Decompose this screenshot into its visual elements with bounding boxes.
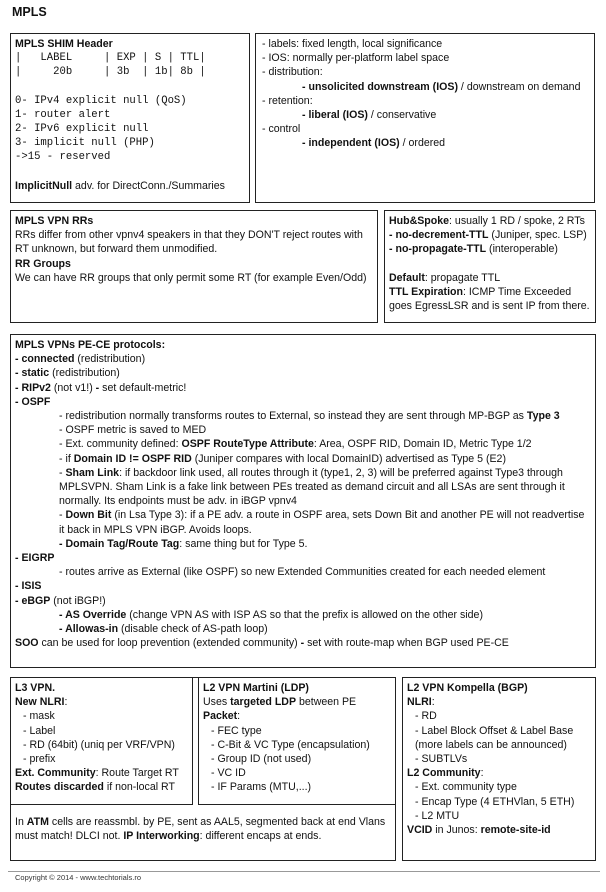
labels-line: - control <box>262 123 301 136</box>
ebgp-item: - AS Override (change VPN AS with ISP AS so that the prefix is allowed on the other side) <box>59 608 483 621</box>
labels-line: - labels: fixed length, local significance <box>262 38 443 50</box>
pe-ce-line: - ISIS <box>15 580 42 593</box>
rr-groups-heading: RR Groups <box>15 257 71 270</box>
nlri-item: - Label <box>23 724 56 737</box>
labels-line: - independent (IOS) / ordered <box>302 137 446 150</box>
rr-groups-paragraph: We can have RR groups that only permit some RT (for example Even/Odd) <box>15 271 367 284</box>
packet-item: - VC ID <box>211 767 246 780</box>
ttl-option: - no-propagate-TTL (interoperable) <box>389 243 558 256</box>
l3vpn-heading: L3 VPN. <box>15 682 56 694</box>
nlri-item: - RD (64bit) (uniq per VRF/VPN) <box>23 738 175 751</box>
martini-packet: Packet: <box>203 710 241 723</box>
ospf-item: - Sham Link: if backdoor link used, all routes through it (type1, 2, 3) will be preferred against Type3 through MPLSVPN. Sham Link is a fake link between PEs treated as demand circuit and all LSAs are sent through it normally. Its endpoints must be adv. in iBGP vpnv4 <box>59 466 565 508</box>
kompella-community-item: - Encap Type (4 ETHVlan, 5 ETH) <box>415 795 575 808</box>
shim-heading: MPLS SHIM Header <box>15 38 113 50</box>
l3vpn-box <box>10 677 193 805</box>
pe-ce-line: - eBGP (not iBGP!) <box>15 594 106 607</box>
labels-line: - liberal (IOS) / conservative <box>302 109 437 122</box>
kompella-heading: L2 VPN Kompella (BGP) <box>407 682 528 694</box>
nlri-item: - prefix <box>23 753 56 766</box>
pe-ce-line: - RIPv2 (not v1!) - set default-metric! <box>15 381 187 394</box>
kompella-nlri: NLRI: <box>407 696 435 709</box>
implicit-null-note: ImplicitNull adv. for DirectConn./Summaries <box>15 179 225 192</box>
labels-line: - unsolicited downstream (IOS) / downstream on demand <box>302 80 581 93</box>
eigrp-item: - routes arrive as External (like OSPF) so new Extended Communities created for each needed element <box>59 566 546 579</box>
reserved-label-0: 0- IPv4 explicit null (QoS) <box>15 94 187 107</box>
packet-item: - FEC type <box>211 724 262 737</box>
ospf-item: - Down Bit (in Lsa Type 3): if a PE adv. a route in OSPF area, sets Down Bit and another PE will not readvertise it back in MPLS VPN iBGP. Avoids loops. <box>59 509 585 536</box>
pe-ce-line: - EIGRP <box>15 552 55 565</box>
ttl-expiration: TTL Expiration: ICMP Time Exceeded goes EgressLSR and is sent IP from there. <box>389 285 590 313</box>
kompella-vcid: VCID in Junos: remote-site-id <box>407 824 551 837</box>
footer-divider <box>8 871 600 872</box>
labels-line: - retention: <box>262 94 313 107</box>
nlri-item: - mask <box>23 710 55 723</box>
pe-ce-heading: MPLS VPNs PE-CE protocols: <box>15 339 166 351</box>
labels-line: - IOS: normally per-platform label space <box>262 52 450 65</box>
kompella-community-item: - L2 MTU <box>415 809 460 822</box>
martini-box <box>198 677 396 805</box>
copyright-footer: Copyright © 2014 - www.techtorials.ro <box>15 873 141 882</box>
ospf-item: - OSPF metric is saved to MED <box>59 424 207 437</box>
reserved-label-2: 2- IPv6 explicit null <box>15 123 149 136</box>
ospf-item: - if Domain ID != OSPF RID (Juniper compares with local DomainID) advertised as Type 5 (E2) <box>59 452 506 465</box>
rr-paragraph: RRs differ from other vpnv4 speakers in that they DON'T reject routes with RT unknown, but forward them unmodified. <box>15 229 363 256</box>
kompella-nlri-item: - RD <box>415 710 437 723</box>
l3vpn-ext-community: Ext. Community: Route Target RT <box>15 767 179 780</box>
pe-ce-line: - static (redistribution) <box>15 367 120 380</box>
atm-note: In ATM cells are reassmbl. by PE, sent as AAL5, segmented back at end Vlans must match! DLCI not. IP Interworking: different encaps at ends. <box>15 816 386 843</box>
shim-format-line: | LABEL | EXP | S | TTL| <box>15 52 206 65</box>
pe-ce-line: - connected (redistribution) <box>15 353 146 366</box>
page-title: MPLS <box>12 5 47 19</box>
soo-line: SOO can be used for loop prevention (extended community) - set with route-map when BGP used PE-CE <box>15 637 509 650</box>
l3vpn-nlri: New NLRI: <box>15 696 68 709</box>
rr-heading: MPLS VPN RRs <box>15 215 94 227</box>
reserved-label-1: 1- router alert <box>15 108 111 121</box>
packet-item: - Group ID (not used) <box>211 753 312 766</box>
kompella-nlri-item: - SUBTLVs <box>415 753 468 766</box>
martini-uses: Uses targeted LDP between PE <box>203 696 357 709</box>
kompella-nlri-item: - Label Block Offset & Label Base (more labels can be announced) <box>415 724 574 751</box>
kompella-community: L2 Community: <box>407 767 484 780</box>
packet-item: - C-Bit & VC Type (encapsulation) <box>211 738 370 751</box>
hub-spoke-line: Hub&Spoke: usually 1 RD / spoke, 2 RTs <box>389 215 585 227</box>
shim-format-sizes: | 20b | 3b | 1b| 8b | <box>15 66 206 79</box>
packet-item: - IF Params (MTU,...) <box>211 781 312 794</box>
pe-ce-box <box>10 334 596 668</box>
rr-box <box>10 210 378 323</box>
pe-ce-line: - OSPF <box>15 395 51 408</box>
ebgp-item: - Allowas-in (disable check of AS-path loop) <box>59 623 268 636</box>
martini-heading: L2 VPN Martini (LDP) <box>203 682 309 694</box>
ttl-default: Default: propagate TTL <box>389 271 501 284</box>
ospf-item: - redistribution normally transforms routes to External, so instead they are sent through MP-BGP as Type 3 <box>59 410 560 423</box>
kompella-community-item: - Ext. community type <box>415 781 517 794</box>
kompella-box <box>402 677 596 861</box>
labels-line: - distribution: <box>262 66 323 79</box>
reserved-label-15: ->15 - reserved <box>15 151 111 164</box>
ttl-option: - no-decrement-TTL (Juniper, spec. LSP) <box>389 229 587 242</box>
l3vpn-routes-discarded: Routes discarded if non-local RT <box>15 781 175 794</box>
labels-box <box>255 33 595 203</box>
ospf-item: - Domain Tag/Route Tag: same thing but for Type 5. <box>59 537 308 550</box>
shim-header-box <box>10 33 250 203</box>
hub-spoke-box <box>384 210 596 323</box>
ospf-item: - Ext. community defined: OSPF RouteType Attribute: Area, OSPF RID, Domain ID, Metric Type 1/2 <box>59 438 532 451</box>
reserved-label-3: 3- implicit null (PHP) <box>15 137 155 150</box>
